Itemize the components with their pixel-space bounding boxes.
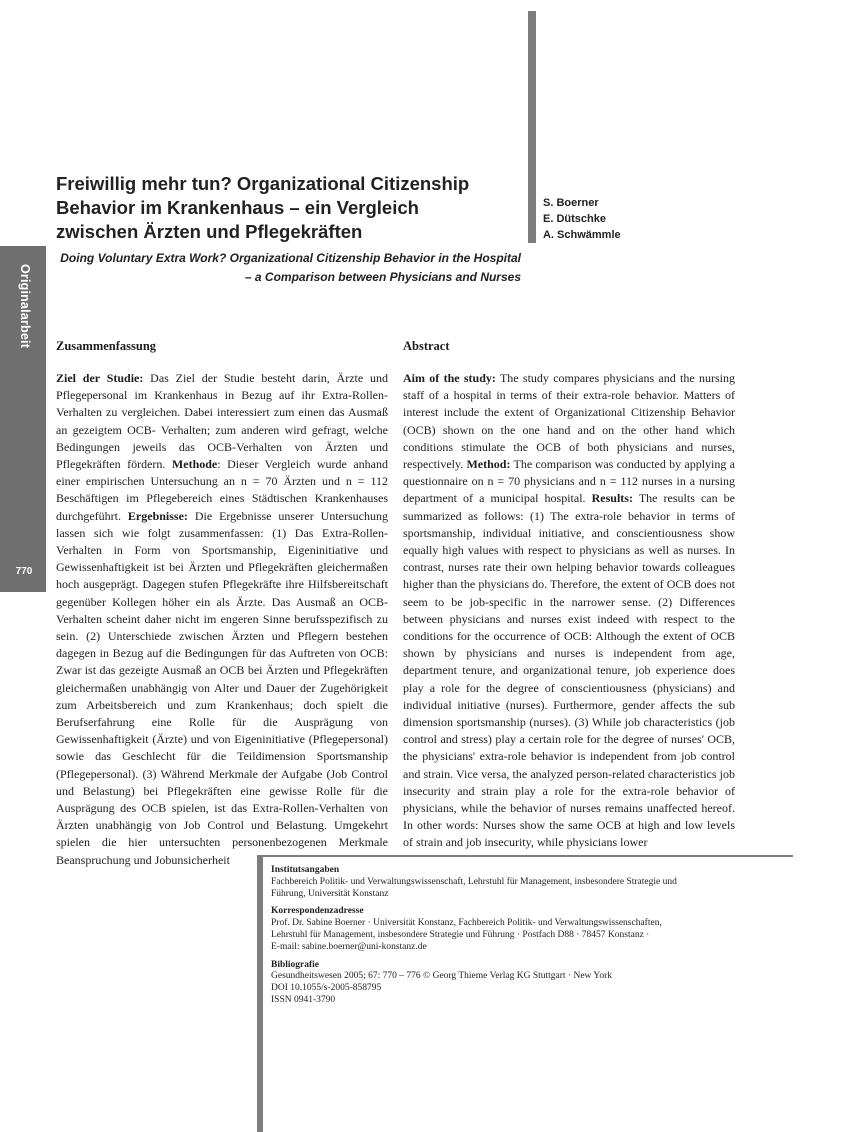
- institute-heading: Institutsangaben: [271, 865, 340, 875]
- correspondence-email: E-mail: sabine.boerner@uni-konstanz.de: [271, 941, 427, 952]
- method-text: The comparison was conducted by applying a questionnaire on n = 70 physicians and n = 112 nurses in a nursing department of a municipal hospital.: [403, 457, 735, 506]
- title-line: zwischen Ärzten und Pflegekräften: [56, 221, 363, 242]
- aim-label: Aim of the study:: [403, 371, 496, 385]
- correspondence-heading: Korrespondenzadresse: [271, 906, 364, 917]
- subtitle-line: Doing Voluntary Extra Work? Organizational Citizenship Behavior in the Hospital: [60, 251, 521, 265]
- aim-label: Ziel der Studie:: [56, 371, 144, 385]
- aim-text: The study compares physicians and the nursing staff of a hospital in terms of their extra-role behavior. Matters of interest include the extent of Organizational Citizenship Behavior (OCB) shown on the one hand and on the other hand which conditions stimulate the OCB of both physicians and nurses, respectively.: [403, 371, 735, 472]
- article-info-box: [271, 865, 771, 1013]
- english-abstract-text: [403, 370, 735, 852]
- title-line: Behavior im Krankenhaus – ein Vergleich: [56, 197, 419, 218]
- aim-text: Das Ziel der Studie besteht darin, Ärzte und Pflegepersonal im Krankenhaus in Bezug auf ihr Extra-Rollen-Verhalten zu vergleichen. Dabei interessiert zum einen das Ausmaß an gezeigtem OCB- Verhalten; zum anderen wird gefragt, welche Bedingungen jeweils das OCB-Verhalten von Ärzten und Pflegekräften fördern.: [56, 371, 388, 472]
- german-abstract-text: [56, 370, 388, 869]
- method-label: Method:: [466, 457, 511, 472]
- bibliography-line: Gesundheitswesen 2005; 67: 770 – 776 © Georg Thieme Verlag KG Stuttgart · New York: [271, 971, 613, 982]
- method-label: Methode: [171, 457, 218, 472]
- institute-block: [271, 865, 771, 900]
- bibliography-heading: Bibliografie: [271, 959, 320, 970]
- article-type-label: Originalarbeit: [18, 264, 32, 349]
- institute-line: Fachbereich Politik- und Verwaltungswissenschaft, Lehrstuhl für Management, insbesondere Strategie und: [271, 876, 677, 887]
- correspondence-line: Lehrstuhl für Management, insbesondere Strategie und Führung · Postfach D88 · 78457 Konstanz ·: [271, 929, 650, 940]
- doi: DOI 10.1055/s-2005-858795: [271, 983, 382, 994]
- subtitle-line: – a Comparison between Physicians and Nurses: [244, 270, 521, 284]
- english-subtitle: [56, 249, 521, 287]
- english-abstract-heading: Abstract: [403, 339, 450, 353]
- results-text: Die Ergebnisse unserer Untersuchung lassen sich wie folgt zusammenfassen: (1) Das Extra-Rollen-Verhalten in Form von Sportsmanship, Eigeninitiative und Gewissenhaftigkeit ist bei Ärzten und Pflegekräften gleichermaßen hoch ausgeprägt. Dagegen stufen Pflegekräfte ihre Hilfsbereitschaft gegenüber Kollegen höher ein als Ärzte. Das Ausmaß an OCB-Verhalten scheint daher nicht im engeren Sinne berufsspezifisch zu sein. (2) Unterschiede zwischen Ärzten und Pflegern bestehen dagegen in Bezug auf die Bedingungen für das Auftreten von OCB: Zwar ist das gezeigte Ausmaß an OCB bei Ärzten und Pflegekräften gleichermaßen unabhängig von Alter und Dauer der Zugehörigkeit zum Arbeitsbereich und zum Krankenhaus; doch spielt die Berufserfahrung eine Rolle für die Ausprägung von Gewissenhaftigkeit (Ärzte) und von Eigeninitiative (Pflegepersonal) sowie das Geschlecht für die Teildimension Sportsmanship (Pflegepersonal). (3) Während Merkmale der Aufgabe (Job Control und Belastung) bei Pflegekräften eine gewisse Rolle für die Ausprägung des OCB spielen, ist das Extra-Rollen-Verhalten von Ärzten unabhängig von Job Control und Belastung. Umgekehrt spielen die hier untersuchten personenbezogenen Merkmale Beanspruchung und Jobunsicherheit: [56, 508, 388, 867]
- german-abstract-heading: Zusammenfassung: [56, 339, 157, 353]
- author-name: S. Boerner: [543, 197, 599, 209]
- header-divider-bar: [528, 11, 536, 243]
- author-name: E. Dütschke: [543, 213, 606, 225]
- results-label: Results:: [591, 491, 633, 506]
- article-title: [56, 172, 526, 244]
- info-box-left-bar: [257, 855, 263, 1132]
- institute-line: Führung, Universität Konstanz: [271, 888, 389, 899]
- issn: ISSN 0941-3790: [271, 994, 336, 1005]
- title-line: Freiwillig mehr tun? Organizational Citizenship: [56, 173, 470, 194]
- correspondence-block: [271, 906, 771, 953]
- bibliography-block: [271, 960, 771, 1007]
- results-label: Ergebnisse:: [127, 508, 188, 523]
- results-text: The results can be summarized as follows: (1) The extra-role behavior in terms of sportsmanship, individual initiative, and conscientiousness show equally high values with respect to physicians as well as nurses. In contrast, nurses rate their own helping behavior towards colleagues higher than the physicians do. Therefore, the extent of OCB does not seem to be job-specific in the narrower sense. (2) Differences between physicians and nurses exist indeed with respect to the conditions for the occurrence of OCB: Although the extent of OCB shown by physicians and nurses is independent from age, department tenure, and organizational tenure, job experience does play a role for the degree of conscientiousness (physicians) and individual initiative (nurses). Furthermore, gender affects the sub dimension sportsmanship (nurses). (3) While job characteristics (job control and stress) play a certain role for the degree of nurses' OCB, the physicians' extra-role behavior is independent from job control and strain. Vice versa, the analyzed person-related characteristics job insecurity and strain play a role for the extra-role behavior of physicians, while the behavior of nurses remains unaffected hereof. In other words: Nurses show the same OCB at high and low levels of strain and job insecurity, while physicians lower: [403, 491, 735, 850]
- method-text: : Dieser Vergleich wurde anhand einer empirischen Untersuchung an n = 70 Ärzten und n = 112 Beschäftigen im Pflegebereich eines Städtischen Krankenhauses durchgeführt.: [56, 457, 389, 523]
- author-name: A. Schwämmle: [543, 229, 621, 241]
- author-list: [543, 195, 621, 243]
- page-number: 770: [15, 566, 33, 577]
- correspondence-line: Prof. Dr. Sabine Boerner · Universität Konstanz, Fachbereich Politik- und Verwaltungswissenschaften,: [271, 918, 662, 929]
